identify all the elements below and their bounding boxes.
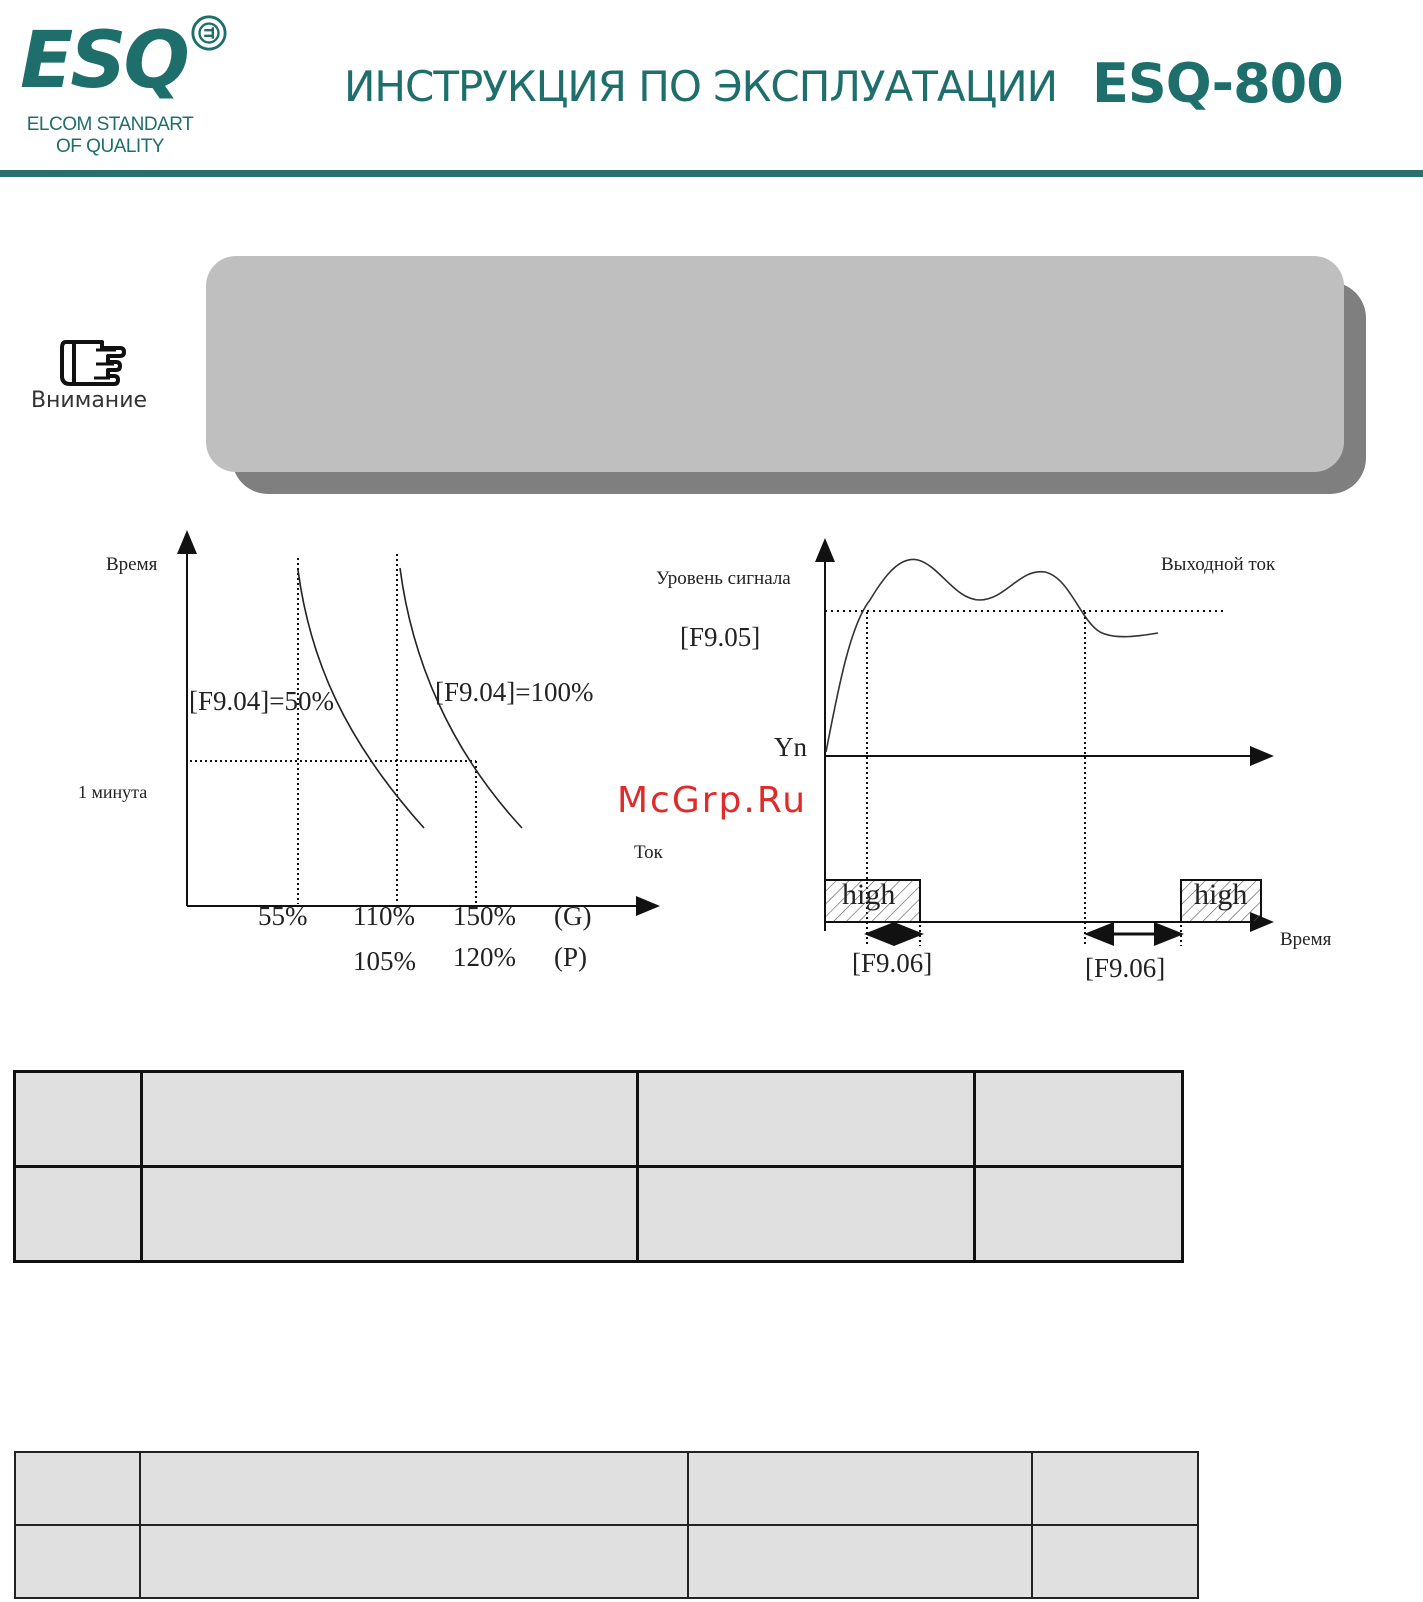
logo-subtitle [20, 114, 200, 158]
parameter-table-1 [13, 1070, 1184, 1263]
table-cell [975, 1072, 1183, 1167]
attention-label: Внимание [30, 388, 148, 413]
logo-subtitle-line1: ELCOM STANDART [26, 114, 194, 135]
pulse-label-2: high [1194, 878, 1248, 911]
table-cell [142, 1167, 638, 1262]
logo-text: ESQ [20, 16, 187, 106]
overload-time-chart [78, 534, 664, 976]
header-divider [0, 170, 1423, 177]
table-row [15, 1167, 1183, 1262]
company-logo [18, 10, 238, 160]
detection-signal-chart [656, 542, 1332, 983]
curve-label-50: [F9.04]=50% [189, 686, 334, 716]
note-box [206, 256, 1344, 472]
tick-p-2: 120% [453, 942, 516, 972]
table-cell [688, 1452, 1032, 1525]
table-row [15, 1525, 1198, 1598]
table-cell [142, 1072, 638, 1167]
table-cell [975, 1167, 1183, 1262]
table-cell [638, 1072, 975, 1167]
table-cell [140, 1452, 688, 1525]
time-label: Время [1280, 929, 1332, 950]
x-axis-label: Ток [634, 842, 663, 863]
logo-subtitle-line2: OF QUALITY [56, 136, 164, 157]
signal-title: Выходной ток [1161, 554, 1276, 575]
table-cell [15, 1525, 140, 1598]
document-title: ИНСТРУКЦИЯ ПО ЭКСПЛУАТАЦИИ [344, 62, 1058, 111]
table-cell [15, 1072, 142, 1167]
parameter-table-2 [14, 1451, 1199, 1599]
curve-label-100: [F9.04]=100% [435, 677, 594, 707]
registered-mark-icon [190, 14, 228, 52]
one-minute-label: 1 минута [78, 782, 148, 802]
table-cell [140, 1525, 688, 1598]
model-name: ESQ-800 [1092, 52, 1343, 115]
origin-label: Yn [774, 732, 807, 762]
delay-label-1: [F9.06] [852, 948, 933, 978]
hand-pointing-icon [24, 334, 154, 388]
tick-row-p-name: (P) [554, 942, 587, 972]
table-cell [15, 1167, 142, 1262]
y-axis-label: Время [106, 554, 158, 575]
table-cell [638, 1167, 975, 1262]
tick-g-1: 55% [258, 901, 308, 931]
signal-y-label: Уровень сигнала [656, 568, 791, 589]
delay-label-2: [F9.06] [1085, 953, 1166, 983]
tick-p-1: 105% [353, 946, 416, 976]
table-cell [688, 1525, 1032, 1598]
table-row [15, 1072, 1183, 1167]
table-cell [1032, 1525, 1198, 1598]
watermark: McGrp.Ru [617, 780, 808, 821]
tick-g-2: 110% [353, 901, 415, 931]
pulse-label-1: high [842, 878, 896, 911]
table-cell [1032, 1452, 1198, 1525]
tick-g-3: 150% [453, 901, 516, 931]
output-current-curve [826, 559, 1158, 752]
overload-diagrams [0, 520, 1423, 1020]
tick-row-g-name: (G) [554, 901, 592, 931]
threshold-label: [F9.05] [680, 622, 761, 652]
attention-block [24, 334, 154, 424]
table-cell [15, 1452, 140, 1525]
table-row [15, 1452, 1198, 1525]
